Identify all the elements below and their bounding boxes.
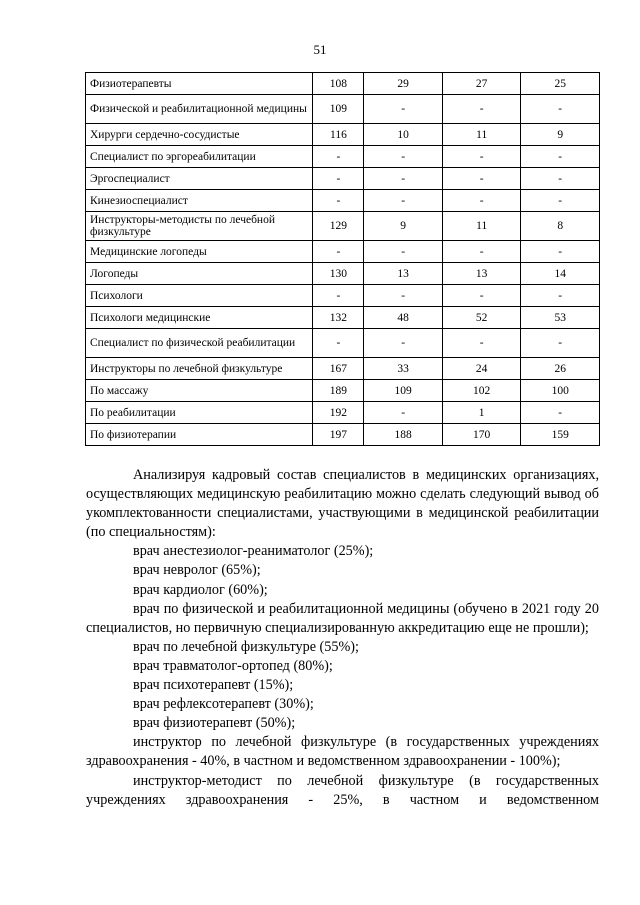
value-cell: - (521, 146, 600, 168)
intro-paragraph: Анализируя кадровый состав специалистов в медицинских организациях, осуществляющих медицинскую реабилитацию можно сделать следующий вывод об укомплектованности специалистами, участвующими в медицинской реабилитации (по специальностям): (86, 467, 599, 541)
table-row (86, 168, 600, 190)
code-cell: 197 (313, 424, 364, 446)
code-cell: - (313, 190, 364, 212)
table-row (86, 329, 600, 358)
staffing-table-body (86, 73, 600, 446)
list-item: врач анестезиолог-реаниматолог (25%); (133, 543, 374, 560)
code-cell: - (313, 168, 364, 190)
value-cell: 53 (521, 307, 600, 329)
code-cell: 132 (313, 307, 364, 329)
value-cell: - (442, 95, 521, 124)
list-item: врач психотерапевт (15%); (133, 677, 294, 694)
value-cell: 10 (364, 124, 443, 146)
specialty-cell: Физической и реабилитационной медицины (86, 95, 313, 124)
value-cell: - (521, 241, 600, 263)
table-row (86, 307, 600, 329)
value-cell: 48 (364, 307, 443, 329)
value-cell: - (521, 402, 600, 424)
list-item: врач физиотерапевт (50%); (133, 715, 296, 732)
list-item: врач травматолог-ортопед (80%); (133, 657, 333, 674)
specialty-cell: Психологи медицинские (86, 307, 313, 329)
table-row (86, 190, 600, 212)
code-cell: - (313, 241, 364, 263)
specialty-cell: По физиотерапии (86, 424, 313, 446)
value-cell: 100 (521, 380, 600, 402)
specialty-cell: По массажу (86, 380, 313, 402)
table-row (86, 146, 600, 168)
table-row (86, 424, 600, 446)
value-cell: - (442, 241, 521, 263)
value-cell: - (364, 95, 443, 124)
code-cell: 130 (313, 263, 364, 285)
value-cell: 52 (442, 307, 521, 329)
value-cell: - (442, 146, 521, 168)
table-row (86, 380, 600, 402)
value-cell: - (521, 285, 600, 307)
list-item: врач по физической и реабилитационной медицины (обучено в 2021 году 20 специалистов, но первичную специализированную аккредитацию еще не прошли); (86, 600, 599, 636)
staffing-table (85, 72, 600, 446)
value-cell: 13 (364, 263, 443, 285)
value-cell: 8 (521, 212, 600, 241)
value-cell: 14 (521, 263, 600, 285)
value-cell: 11 (442, 212, 521, 241)
value-cell: 24 (442, 358, 521, 380)
page-number: 51 (313, 42, 327, 57)
value-cell: 9 (364, 212, 443, 241)
table-row (86, 263, 600, 285)
value-cell: - (364, 168, 443, 190)
value-cell: 11 (442, 124, 521, 146)
list-item: инструктор по лечебной физкультуре (в государственных учреждениях здравоохранения - 40%, в частном и ведомственном здравоохранении - 100%); (86, 734, 599, 770)
value-cell: 33 (364, 358, 443, 380)
value-cell: 25 (521, 73, 600, 95)
value-cell: - (521, 329, 600, 358)
value-cell: 27 (442, 73, 521, 95)
code-cell: 189 (313, 380, 364, 402)
table-row (86, 285, 600, 307)
value-cell: - (364, 402, 443, 424)
value-cell: - (442, 329, 521, 358)
value-cell: 26 (521, 358, 600, 380)
specialty-cell: Инструкторы-методисты по лечебной физкультуре (86, 212, 313, 241)
value-cell: 9 (521, 124, 600, 146)
list-item-continued: инструктор-методист по лечебной физкультуре (в государственных учреждениях здравоохранения - 25%, в частном и ведомственном (86, 772, 599, 808)
code-cell: - (313, 285, 364, 307)
value-cell: 109 (364, 380, 443, 402)
value-cell: - (364, 190, 443, 212)
value-cell: 170 (442, 424, 521, 446)
table-row (86, 124, 600, 146)
value-cell: - (364, 241, 443, 263)
list-item: врач рефлексотерапевт (30%); (133, 696, 314, 713)
value-cell: 29 (364, 73, 443, 95)
code-cell: - (313, 146, 364, 168)
specialty-cell: Кинезиоспециалист (86, 190, 313, 212)
code-cell: - (313, 329, 364, 358)
value-cell: - (442, 285, 521, 307)
code-cell: 108 (313, 73, 364, 95)
list-item: врач по лечебной физкультуре (55%); (133, 638, 359, 655)
value-cell: - (521, 190, 600, 212)
specialty-cell: Медицинские логопеды (86, 241, 313, 263)
specialty-cell: Специалист по физической реабилитации (86, 329, 313, 358)
specialty-cell: Хирурги сердечно-сосудистые (86, 124, 313, 146)
code-cell: 129 (313, 212, 364, 241)
list-item: врач кардиолог (60%); (133, 581, 268, 598)
value-cell: - (442, 168, 521, 190)
value-cell: - (442, 190, 521, 212)
code-cell: 167 (313, 358, 364, 380)
specialty-cell: Психологи (86, 285, 313, 307)
value-cell: 159 (521, 424, 600, 446)
value-cell: 13 (442, 263, 521, 285)
value-cell: - (364, 329, 443, 358)
value-cell: - (364, 285, 443, 307)
code-cell: 109 (313, 95, 364, 124)
specialty-cell: Эргоспециалист (86, 168, 313, 190)
table-row (86, 212, 600, 241)
specialty-cell: Физиотерапевты (86, 73, 313, 95)
value-cell: 188 (364, 424, 443, 446)
value-cell: 102 (442, 380, 521, 402)
table-row (86, 95, 600, 124)
specialty-cell: Инструкторы по лечебной физкультуре (86, 358, 313, 380)
value-cell: 1 (442, 402, 521, 424)
value-cell: - (364, 146, 443, 168)
specialty-cell: По реабилитации (86, 402, 313, 424)
table-row (86, 402, 600, 424)
table-row (86, 73, 600, 95)
value-cell: - (521, 168, 600, 190)
analysis-text (86, 466, 599, 810)
code-cell: 192 (313, 402, 364, 424)
value-cell: - (521, 95, 600, 124)
specialty-cell: Специалист по эргореабилитации (86, 146, 313, 168)
code-cell: 116 (313, 124, 364, 146)
table-row (86, 358, 600, 380)
specialty-cell: Логопеды (86, 263, 313, 285)
table-row (86, 241, 600, 263)
list-item: врач невролог (65%); (133, 562, 261, 579)
